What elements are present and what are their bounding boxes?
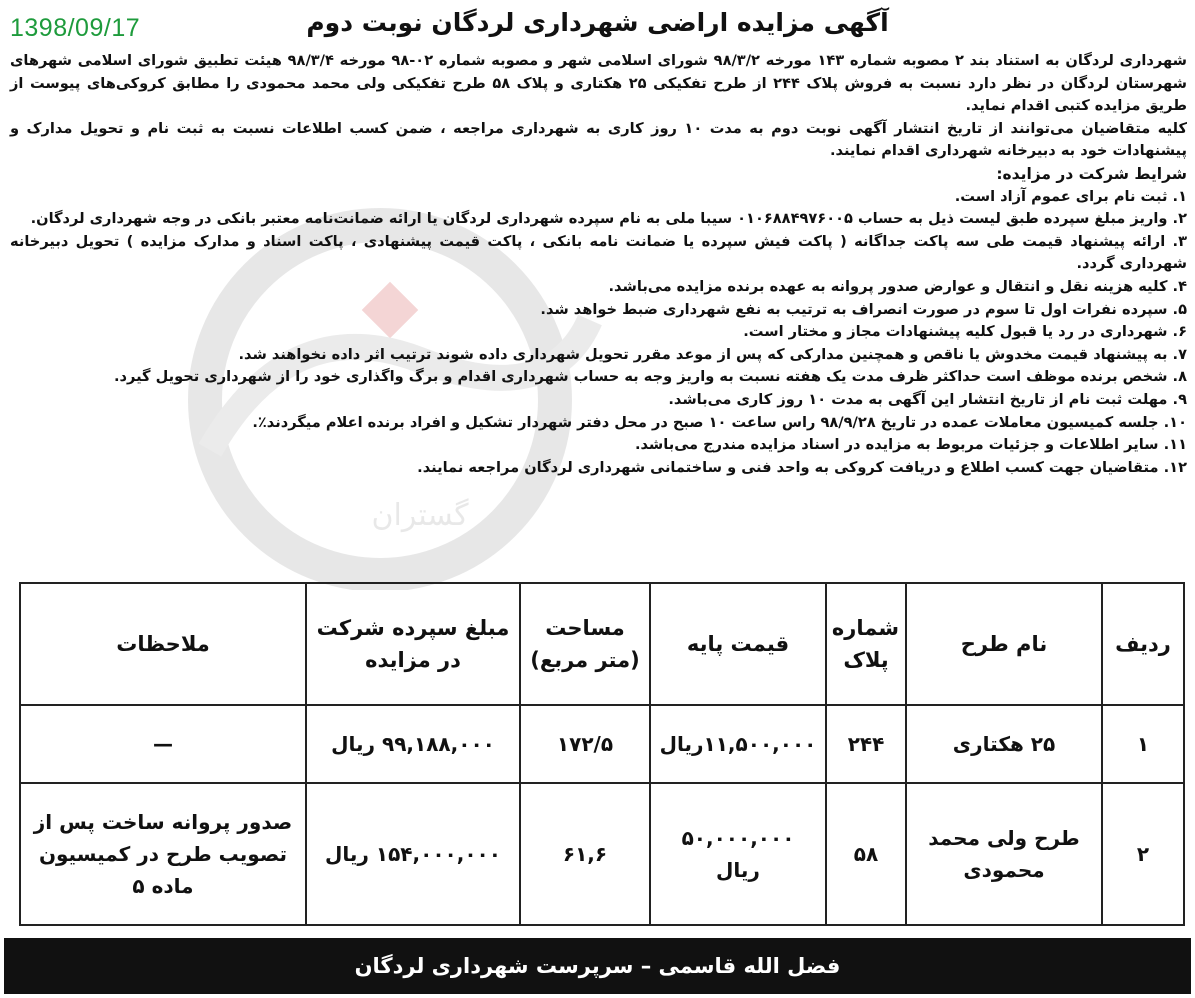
- cell-row-no: ۱: [1102, 705, 1184, 783]
- cell-notes: صدور پروانه ساخت پس از تصویب طرح در کمیسیون ماده ۵: [20, 783, 306, 925]
- cell-deposit: ۹۹,۱۸۸,۰۰۰ ریال: [306, 705, 520, 783]
- header-area: مساحت (متر مربع): [520, 583, 650, 705]
- condition-item: ۱. ثبت نام برای عموم آزاد است.: [954, 187, 1187, 205]
- table-header-row: [20, 583, 1184, 705]
- condition-item: ۸. شخص برنده موظف است حداکثر ظرف مدت یک هفته نسبت به واریز وجه به حساب شهرداری اقدام و برگ واگذاری خود را از شهرداری تحویل گیرد.: [113, 368, 1187, 386]
- cell-plot-no: ۲۴۴: [826, 705, 906, 783]
- page-title: آگهی مزایده اراضی شهرداری لردگان نوبت دوم: [306, 8, 889, 37]
- cell-base-price: ۱۱,۵۰۰,۰۰۰ریال: [650, 705, 826, 783]
- cell-notes: —: [20, 705, 306, 783]
- table-row: [20, 783, 1184, 925]
- watermark-text: گستران: [371, 498, 469, 533]
- conditions-heading: شرایط شرکت در مزایده:: [996, 164, 1187, 183]
- cell-row-no: ۲: [1102, 783, 1184, 925]
- header-base-price: قیمت پایه: [650, 583, 826, 705]
- intro-text: به استناد بند ۲ مصوبه شماره ۱۴۳ مورخه ۹۸/۳/۲ شورای اسلامی شهر و مصوبه شماره ۰۲-۹۸ مورخه ۹۸/۳/۴ هیئت تطبیق شورای اسلامی شهرهای شهرستان لردگان در نظر دارد نسبت به فروش پلاک ۲۴۴ از طرح تفکیکی ۲۵ هکتاری و پلاک ۵۸ طرح تفکیکی ولی محمد محمودی را مطابق کروکی‌های پیوست از طریق مزایده کتبی اقدام نماید.: [10, 52, 1188, 115]
- header-deposit: مبلغ سپرده شرکت در مزایده: [306, 583, 520, 705]
- intro-paragraph: [10, 50, 1187, 118]
- condition-item: ۲. واریز مبلغ سپرده طبق لیست ذیل به حساب ۰۱۰۶۸۸۴۹۷۶۰۰۵ سیبا ملی به نام سپرده شهرداری لردگان یا ارائه ضمانت‌نامه معتبر بانکی در وجه شهرداری لردگان.: [30, 210, 1187, 228]
- cell-area: ۶۱,۶: [520, 783, 650, 925]
- cell-base-price: ۵۰,۰۰۰,۰۰۰ ریال: [650, 783, 826, 925]
- cell-deposit: ۱۵۴,۰۰۰,۰۰۰ ریال: [306, 783, 520, 925]
- cell-plan-name: طرح ولی محمد محمودی: [906, 783, 1102, 925]
- signatory-text: فضل الله قاسمی – سرپرست شهرداری لردگان: [354, 954, 841, 978]
- condition-item: ۵. سپرده نفرات اول تا سوم در صورت انصراف به ترتیب به نفع شهرداری ضبط خواهد شد.: [540, 300, 1187, 318]
- notice-paragraph: کلیه متقاضیان می‌توانند از تاریخ انتشار آگهی نوبت دوم به مدت ۱۰ روز کاری به شهرداری مراجعه ، ضمن کسب اطلاعات نسبت به ثبت نام و تحویل مدارک و پیشنهادات خود به دبیرخانه شهرداری اقدام نمایند.: [10, 119, 1187, 160]
- cell-plan-name: ۲۵ هکتاری: [906, 705, 1102, 783]
- publication-date: 1398/09/17: [10, 14, 141, 42]
- condition-item: ۳. ارائه پیشنهاد قیمت طی سه پاکت جداگانه ( پاکت فیش سپرده یا ضمانت نامه بانکی ، پاکت قیمت پیشنهادی ، پاکت اسناد و مدارک مزایده ) تحویل دبیرخانه شهرداری گردد.: [10, 232, 1187, 273]
- condition-item: ۷. به پیشنهاد قیمت مخدوش یا ناقص و همچنین مدارکی که پس از موعد مقرر تحویل شهرداری داده شوند ترتیب اثر داده نخواهند شد.: [238, 345, 1187, 363]
- intro-lead: شهرداری لردگان: [1065, 52, 1187, 69]
- condition-item: ۱۱. سایر اطلاعات و جزئیات مربوط به مزایده در اسناد مزایده مندرج می‌باشد.: [634, 436, 1187, 454]
- header-row-no: ردیف: [1102, 583, 1184, 705]
- condition-item: ۱۰. جلسه کمیسیون معاملات عمده در تاریخ ۹۸/۹/۲۸ راس ساعت ۱۰ صبح در محل دفتر شهردار تشکیل و افراد برنده اعلام میگردند٪.: [252, 413, 1187, 431]
- condition-item: ۶. شهرداری در رد یا قبول کلیه پیشنهادات مجاز و مختار است.: [743, 323, 1187, 341]
- signature-footer: [4, 938, 1191, 994]
- header-plan-name: نام طرح: [906, 583, 1102, 705]
- header-notes: ملاحظات: [20, 583, 306, 705]
- table-row: [20, 705, 1184, 783]
- header-plot-no: شماره پلاک: [826, 583, 906, 705]
- condition-item: ۱۲. متقاضیان جهت کسب اطلاع و دریافت کروکی به واحد فنی و ساختمانی شهرداری لردگان مراجعه نمایند.: [417, 458, 1187, 476]
- cell-plot-no: ۵۸: [826, 783, 906, 925]
- condition-item: ۹. مهلت ثبت نام از تاریخ انتشار این آگهی به مدت ۱۰ روز کاری می‌باشد.: [668, 390, 1187, 408]
- auction-table: [19, 582, 1185, 926]
- cell-area: ۱۷۲/۵: [520, 705, 650, 783]
- condition-item: ۴. کلیه هزینه نقل و انتقال و عوارض صدور پروانه به عهده برنده مزایده می‌باشد.: [608, 277, 1187, 295]
- announcement-body: [10, 50, 1187, 479]
